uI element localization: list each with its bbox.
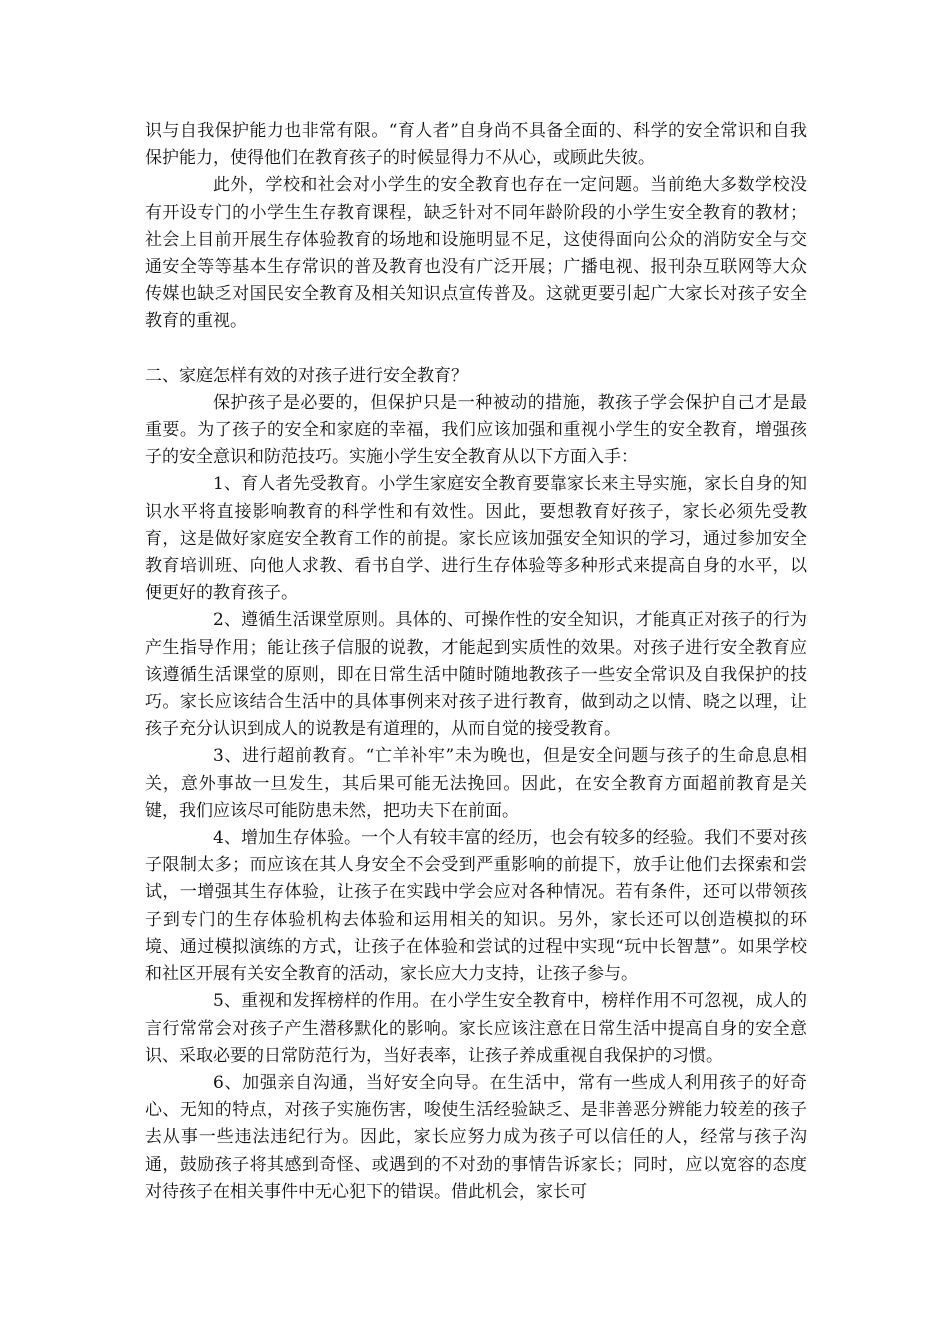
paragraph-school-society: 此外，学校和社会对小学生的安全教育也存在一定问题。当前绝大多数学校没有开设专门的小学生生存教育课程，缺乏针对不同年龄阶段的小学生安全教育的教材；社会上目前开展生存体验教育的场地和设施明显不足，这使得面向公众的消防安全与交通安全等等基本生存常识的普及教育也没有广泛开展；广播电视、报刊杂互联网等大众传媒也缺乏对国民安全教育及相关知识点宣传普及。这就更要引起广大家长对孩子安全教育的重视。 [145, 175, 807, 332]
document-page [145, 118, 807, 1206]
paragraph-item-3: 3、进行超前教育。“亡羊补牢”未为晚也，但是安全问题与孩子的生命息息相关，意外事故一旦发生，其后果可能无法挽回。因此，在安全教育方面超前教育是关键，我们应该尽可能防患未然，把功夫下在前面。 [145, 746, 807, 821]
paragraph-continuation: 识与自我保护能力也非常有限。“育人者”自身尚不具备全面的、科学的安全常识和自我保护能力，使得他们在教育孩子的时候显得力不从心，或顾此失彼。 [145, 121, 807, 169]
section-heading: 二、家庭怎样有效的对孩子进行安全教育？ [145, 365, 468, 386]
paragraph-item-1: 1、育人者先受教育。小学生家庭安全教育要靠家长来主导实施，家长自身的知识水平将直接影响教育的科学性和有效性。因此，要想教育好孩子，家长必须先受教育，这是做好家庭安全教育工作的前提。家长应该加强安全知识的学习，通过参加安全教育培训班、向他人求教、看书自学、进行生存体验等多种形式来提高自身的水平，以便更好的教育孩子。 [145, 474, 807, 604]
paragraph-item-5: 5、重视和发挥榜样的作用。在小学生安全教育中，榜样作用不可忽视，成人的言行常常会对孩子产生潜移默化的影响。家长应该注意在日常生活中提高自身的安全意识、采取必要的日常防范行为，当好表率，让孩子养成重视自我保护的习惯。 [145, 991, 807, 1066]
paragraph-item-6: 6、加强亲自沟通，当好安全向导。在生活中，常有一些成人利用孩子的好奇心、无知的特点，对孩子实施伤害，唆使生活经验缺乏、是非善恶分辨能力较差的孩子去从事一些违法违纪行为。因此，家长应努力成为孩子可以信任的人，经常与孩子沟通，鼓励孩子将其感到奇怪、或遇到的不对劲的事情告诉家长；同时，应以宽容的态度对待孩子在相关事件中无心犯下的错误。借此机会，家长可 [145, 1072, 807, 1202]
paragraph-intro: 保护孩子是必要的，但保护只是一种被动的措施，教孩子学会保护自己才是最重要。为了孩子的安全和家庭的幸福，我们应该加强和重视小学生的安全教育，增强孩子的安全意识和防范技巧。实施小学生安全教育从以下方面入手： [145, 392, 807, 468]
paragraph-item-4: 4、增加生存体验。一个人有较丰富的经历，也会有较多的经验。我们不要对孩子限制太多；而应该在其人身安全不会受到严重影响的前提下，放手让他们去探索和尝试，一增强其生存体验，让孩子在实践中学会应对各种情况。若有条件，还可以带领孩子到专门的生存体验机构去体验和运用相关的知识。另外，家长还可以创造模拟的环境、通过模拟演练的方式，让孩子在体验和尝试的过程中实现“玩中长智慧”。如果学校和社区开展有关安全教育的活动，家长应大力支持，让孩子参与。 [145, 828, 807, 985]
paragraph-item-2: 2、遵循生活课堂原则。具体的、可操作性的安全知识，才能真正对孩子的行为产生指导作用；能让孩子信服的说教，才能起到实质性的效果。对孩子进行安全教育应该遵循生活课堂的原则，即在日常生活中随时随地教孩子一些安全常识及自我保护的技巧。家长应该结合生活中的具体事例来对孩子进行教育，做到动之以情、晓之以理，让孩子充分认识到成人的说教是有道理的，从而自觉的接受教育。 [145, 610, 807, 740]
